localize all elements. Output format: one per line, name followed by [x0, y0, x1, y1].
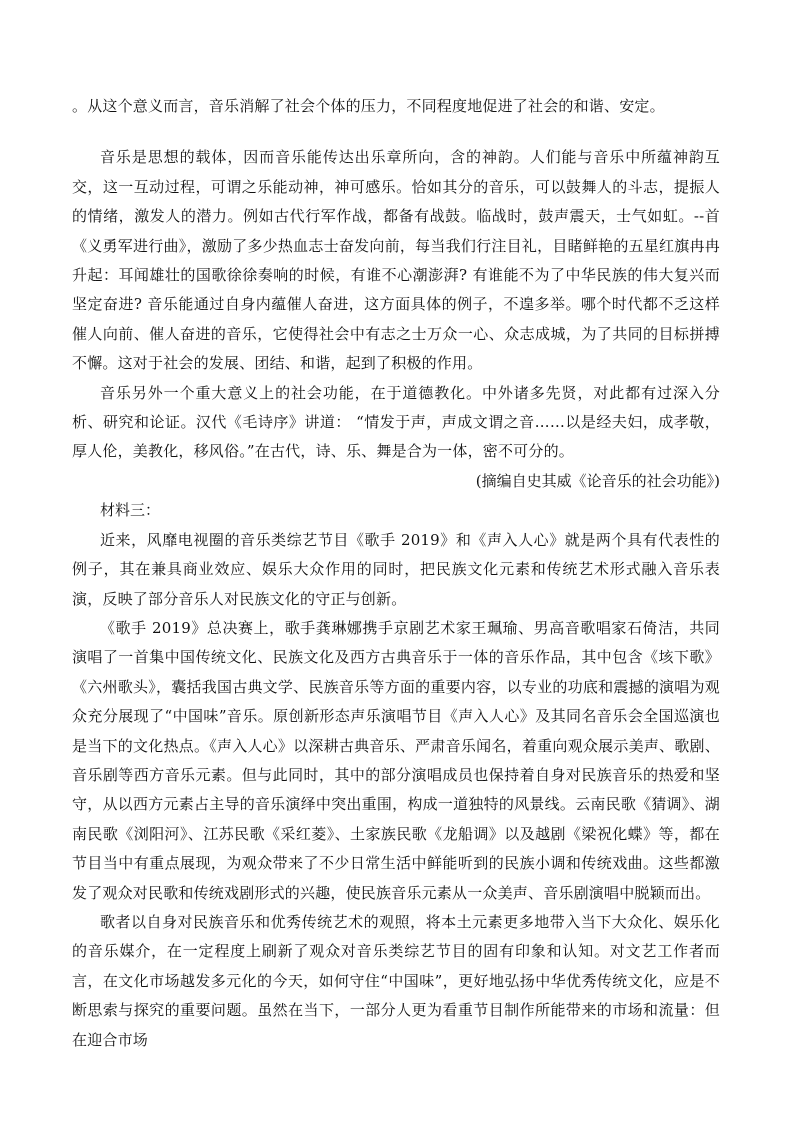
paragraph-singer-2019: 《歌手 2019》总决赛上，歌手龚琳娜携手京剧艺术家王珮瑜、男高音歌唱家石倚洁，共同演唱了一首集中国传统文化、民族文化及西方古典音乐于一体的音乐作品，其中包含《垓下歌》《六州歌头》，囊括我国古典文学、民族音乐等方面的重要内容，以专业的功底和震撼的演唱为观众充分展现了“中国味”音乐。原创新形态声乐演唱节目《声入人心》及其同名音乐会全国巡演也是当下的文化热点。《声入人心》以深耕古典音乐、严肃音乐闻名，着重向观众展示美声、歌剧、音乐剧等西方音乐元素。但与此同时，其中的部分演唱成员也保持着自身对民族音乐的热爱和坚守，从以西方元素占主导的音乐演绎中突出重围，构成一道独特的风景线。云南民歌《猜调》、湖南民歌《浏阳河》、江苏民歌《采红菱》、土家族民歌《龙船调》以及越剧《梁祝化蝶》等，都在节目当中有重点展现，为观众带来了不少日常生活中鲜能听到的民族小调和传统戏曲。这些都激发了观众对民歌和传统戏剧形式的兴趣，使民族音乐元素从一众美声、音乐剧演唱中脱颖而出。 [72, 618, 720, 902]
paragraph-moral-education: 音乐另外一个重大意义上的社会功能，在于道德教化。中外诸多先贤，对此都有过深入分析、研究和论证。汉代《毛诗序》讲道： “情发于声，声成文谓之音……以是经夫妇，成孝敬，厚人伦，美教化，移风俗。”在古代，诗、乐、舞是合为一体，密不可分的。 [72, 383, 720, 461]
paragraph-chinese-flavor: 歌者以自身对民族音乐和优秀传统艺术的观照，将本土元素更多地带入当下大众化、娱乐化的音乐媒介，在一定程度上刷新了观众对音乐类综艺节目的固有印象和认知。对文艺工作者而言，在文化市场越发多元化的今天，如何守住“中国味”，更好地弘扬中华优秀传统文化，应是不断思索与探究的重要问题。虽然在当下，一部分人更为看重节目制作所能带来的市场和流量：但在迎合市场 [72, 912, 720, 1049]
source-note: (摘编自史其威《论音乐的社会功能》) [475, 471, 720, 490]
paragraph-variety-shows: 近来，风靡电视圈的音乐类综艺节目《歌手 2019》和《声入人心》就是两个具有代表性的例子，其在兼具商业效应、娱乐大众作用的同时，把民族文化元素和传统艺术形式融入音乐表演，反映了部分音乐人对民族文化的守正与创新。 [72, 530, 720, 608]
paragraph-continuation: 。从这个意义而言，音乐消解了社会个体的压力，不同程度地促进了社会的和谐、安定。 [72, 97, 665, 115]
paragraph-music-spirit: 音乐是思想的载体，因而音乐能传达出乐章所向，含的神韵。人们能与音乐中所蕴神韵互交，这一互动过程，可谓之乐能动神，神可感乐。恰如其分的音乐，可以鼓舞人的斗志，提振人的情绪，激发人的潜力。例如古代行军作战，都备有战鼓。临战时，鼓声震天，士气如虹。--首《义勇军进行曲》，激励了多少热血志士奋发向前，每当我们行注目礼，目睹鲜艳的五星红旗冉冉升起：耳闻雄壮的国歌徐徐奏响的时候，有谁不心潮澎湃? 有谁能不为了中华民族的伟大复兴而坚定奋进? 音乐能通过自身内蕴催人奋进，这方面具体的例子，不遑多举。哪个时代都不乏这样催人向前、催人奋进的音乐，它使得社会中有志之士万众一心、众志成城，为了共同的目标拼搏不懈。这对于社会的发展、团结、和谐，起到了积极的作用。 [72, 148, 720, 373]
paragraph-gap [72, 121, 720, 143]
material-heading: 材料三： [100, 501, 161, 520]
document-page [72, 92, 720, 1055]
